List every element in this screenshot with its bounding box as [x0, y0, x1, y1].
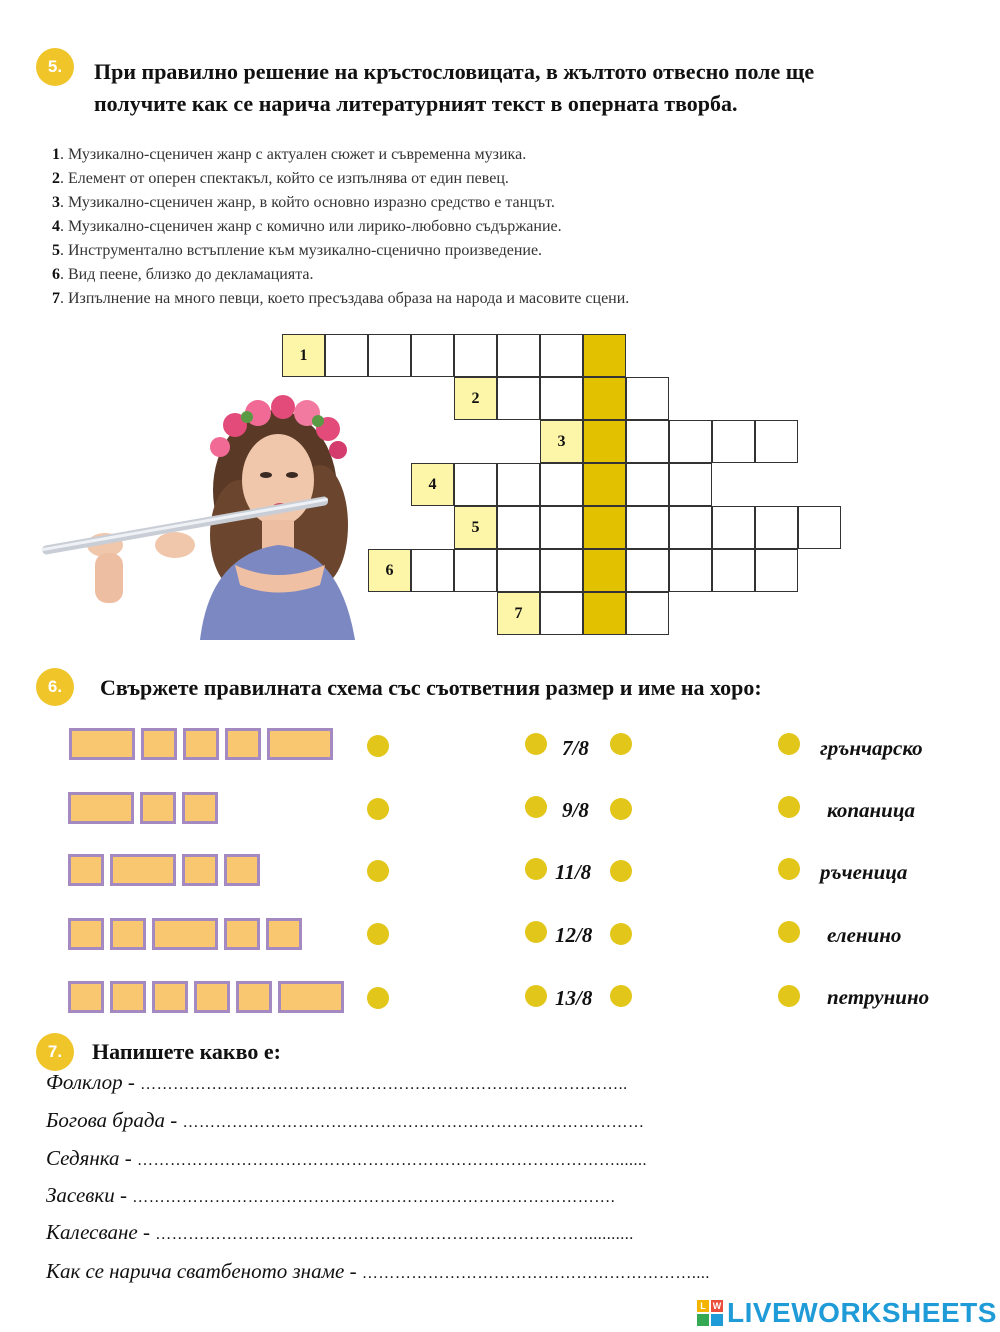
- crossword-number-cell-5: 5: [454, 506, 497, 549]
- scheme-box: [68, 792, 134, 824]
- meter-1: 7/8: [562, 736, 589, 760]
- scheme-2-dot[interactable]: [367, 798, 389, 820]
- scheme-box: [141, 728, 177, 760]
- dance-1-dot[interactable]: [778, 733, 800, 755]
- crossword-cell[interactable]: [411, 334, 454, 377]
- crossword-key-cell[interactable]: [583, 463, 626, 506]
- crossword-cell[interactable]: [712, 420, 755, 463]
- dance-4-dot[interactable]: [778, 921, 800, 943]
- crossword-cell[interactable]: [626, 549, 669, 592]
- crossword-cell[interactable]: [712, 549, 755, 592]
- task5-heading: [94, 56, 814, 120]
- clue-4: 4. Музикално-сценичен жанр с комично или лирико-любовно съдържание.: [52, 218, 562, 235]
- crossword-number-cell-7: 7: [497, 592, 540, 635]
- clue-5: 5. Инструментално встъпление към музикално-сценично произведение.: [52, 242, 543, 259]
- crossword-cell[interactable]: [497, 377, 540, 420]
- crossword-cell[interactable]: [454, 549, 497, 592]
- crossword-cell[interactable]: [497, 334, 540, 377]
- meter-3: 11/8: [555, 860, 592, 884]
- clue-3: 3. Музикално-сценичен жанр, в който основно изразно средство е танцът.: [52, 194, 555, 211]
- task6-badge: 6.: [36, 668, 74, 706]
- scheme-box: [224, 918, 260, 950]
- task5-badge: 5.: [36, 48, 74, 86]
- task5-heading-line2: получите как се нарича литературният текст в оперната творба.: [94, 91, 738, 116]
- crossword-cell[interactable]: [454, 334, 497, 377]
- scheme-box: [224, 854, 260, 886]
- liveworksheets-brand: [697, 1297, 997, 1329]
- meter-4: 12/8: [555, 923, 593, 947]
- clue-2: 2. Елемент от оперен спектакъл, който се изпълнява от един певец.: [52, 170, 509, 187]
- scheme-box: [140, 792, 176, 824]
- dance-2-dot[interactable]: [778, 796, 800, 818]
- meter-2-right-dot[interactable]: [610, 798, 632, 820]
- crossword-key-cell[interactable]: [583, 377, 626, 420]
- meter-4-left-dot[interactable]: [525, 921, 547, 943]
- meter-2: 9/8: [562, 798, 589, 822]
- definition-line-bogova-brada[interactable]: Богова брада - …………………………………………………………………………: [46, 1108, 645, 1132]
- scheme-box: [278, 981, 344, 1013]
- crossword-cell[interactable]: [540, 463, 583, 506]
- scheme-box: [183, 728, 219, 760]
- crossword-number-cell-2: 2: [454, 377, 497, 420]
- dance-5: петрунино: [827, 985, 930, 1009]
- crossword-number-cell-4: 4: [411, 463, 454, 506]
- scheme-box: [194, 981, 230, 1013]
- scheme-box: [266, 918, 302, 950]
- crossword-key-cell[interactable]: [583, 592, 626, 635]
- crossword-cell[interactable]: [454, 463, 497, 506]
- crossword-cell[interactable]: [755, 549, 798, 592]
- scheme-box: [110, 854, 176, 886]
- crossword-cell[interactable]: [755, 506, 798, 549]
- meter-4-right-dot[interactable]: [610, 923, 632, 945]
- crossword-key-cell[interactable]: [583, 506, 626, 549]
- crossword-cell[interactable]: [626, 592, 669, 635]
- crossword-cell[interactable]: [626, 377, 669, 420]
- meter-2-left-dot[interactable]: [525, 796, 547, 818]
- meter-5-right-dot[interactable]: [610, 985, 632, 1007]
- crossword-cell[interactable]: [540, 549, 583, 592]
- crossword-cell[interactable]: [497, 463, 540, 506]
- crossword-cell[interactable]: [540, 334, 583, 377]
- flute-player-illustration: [40, 395, 360, 640]
- dance-3-dot[interactable]: [778, 858, 800, 880]
- scheme-box: [110, 918, 146, 950]
- crossword-cell[interactable]: [626, 463, 669, 506]
- crossword-cell[interactable]: [669, 420, 712, 463]
- scheme-box: [110, 981, 146, 1013]
- scheme-box: [267, 728, 333, 760]
- definition-line-wedding-flag[interactable]: Как се нарича сватбеното знаме - ……………………………………………………....: [46, 1259, 710, 1283]
- task7-badge: 7.: [36, 1033, 74, 1071]
- crossword-cell[interactable]: [497, 549, 540, 592]
- dance-3: ръченица: [820, 860, 908, 884]
- dance-2: копаница: [827, 798, 916, 822]
- meter-3-right-dot[interactable]: [610, 860, 632, 882]
- crossword-cell[interactable]: [712, 506, 755, 549]
- crossword-cell[interactable]: [540, 506, 583, 549]
- dance-5-dot[interactable]: [778, 985, 800, 1007]
- crossword-key-cell[interactable]: [583, 549, 626, 592]
- scheme-box: [236, 981, 272, 1013]
- crossword-key-cell[interactable]: [583, 334, 626, 377]
- crossword-cell[interactable]: [669, 506, 712, 549]
- scheme-box: [68, 981, 104, 1013]
- crossword-key-cell[interactable]: [583, 420, 626, 463]
- meter-1-right-dot[interactable]: [610, 733, 632, 755]
- dance-1: грънчарско: [820, 736, 923, 760]
- scheme-box: [152, 981, 188, 1013]
- crossword-number-cell-6: 6: [368, 549, 411, 592]
- meter-5: 13/8: [555, 986, 593, 1010]
- task5-heading-line1: При правилно решение на кръстословицата, в жълтото отвесно поле ще: [94, 59, 815, 84]
- clue-1: 1. Музикално-сценичен жанр с актуален сюжет и съвременна музика.: [52, 146, 527, 163]
- crossword-cell[interactable]: [540, 377, 583, 420]
- clue-7: 7. Изпълнение на много певци, което пресъздава образа на народа и масовите сцени.: [52, 290, 630, 307]
- crossword-cell[interactable]: [755, 420, 798, 463]
- crossword-cell[interactable]: [626, 420, 669, 463]
- definition-line-zasevki[interactable]: Засевки - …………………………………………………………………………….: [46, 1183, 616, 1207]
- crossword-cell[interactable]: [497, 506, 540, 549]
- meter-3-left-dot[interactable]: [525, 858, 547, 880]
- definition-line-folklore[interactable]: Фолклор - ……………………………………………………………………………..: [46, 1070, 628, 1094]
- meter-1-left-dot[interactable]: [525, 733, 547, 755]
- scheme-box: [68, 918, 104, 950]
- crossword-cell[interactable]: [669, 549, 712, 592]
- scheme-box: [182, 792, 218, 824]
- scheme-box: [182, 854, 218, 886]
- scheme-4-dot[interactable]: [367, 923, 389, 945]
- definition-line-sedyanka[interactable]: Седянка - …………………………………………………………………………….......: [46, 1146, 648, 1170]
- task6-heading: Свържете правилната схема със съответния размер и име на хоро:: [100, 675, 762, 700]
- dance-4: еленино: [827, 923, 902, 947]
- meter-5-left-dot[interactable]: [525, 985, 547, 1007]
- liveworksheets-wordmark: LIVEWORKSHEETS: [727, 1297, 997, 1328]
- crossword-number-cell-1: 1: [282, 334, 325, 377]
- crossword-cell[interactable]: [325, 334, 368, 377]
- crossword-cell[interactable]: [626, 506, 669, 549]
- crossword-cell[interactable]: [540, 592, 583, 635]
- definition-line-kalesvane[interactable]: Калесване - ……………………………………………………………………...........: [46, 1220, 634, 1244]
- scheme-box: [152, 918, 218, 950]
- clue-6: 6. Вид пеене, близко до декламацията.: [52, 266, 314, 283]
- crossword-cell[interactable]: [798, 506, 841, 549]
- scheme-3-dot[interactable]: [367, 860, 389, 882]
- scheme-box: [69, 728, 135, 760]
- crossword-cell[interactable]: [368, 334, 411, 377]
- scheme-5-dot[interactable]: [367, 987, 389, 1009]
- crossword-cell[interactable]: [669, 463, 712, 506]
- liveworksheets-logo-icon: L W: [697, 1300, 723, 1326]
- crossword-cell[interactable]: [411, 549, 454, 592]
- scheme-box: [68, 854, 104, 886]
- crossword-number-cell-3: 3: [540, 420, 583, 463]
- scheme-1-dot[interactable]: [367, 735, 389, 757]
- task7-heading: Напишете какво е:: [92, 1039, 281, 1064]
- scheme-box: [225, 728, 261, 760]
